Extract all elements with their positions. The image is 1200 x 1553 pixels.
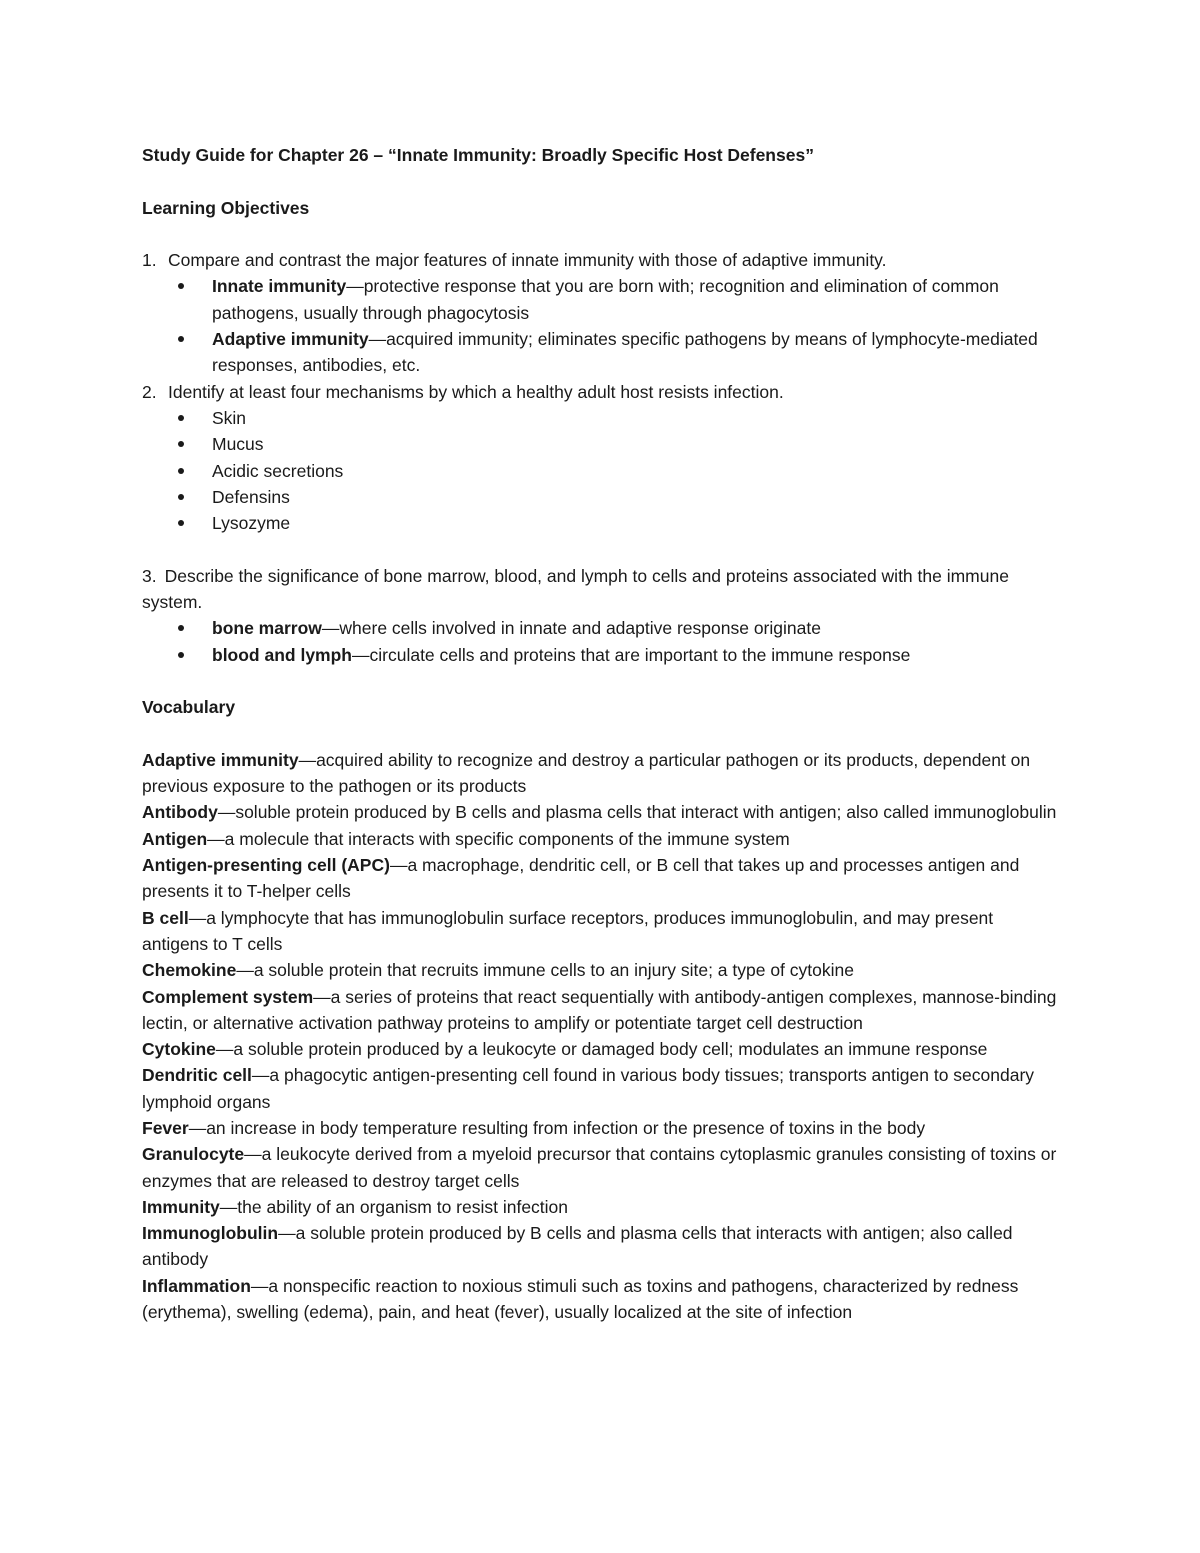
vocab-definition: —a phagocytic antigen-presenting cell found in various body tissues; transports antigen to secondary lymphoid organs	[142, 1065, 1035, 1112]
vocab-term: Immunity	[142, 1196, 220, 1217]
vocab-entry-cytokine	[142, 1036, 1062, 1062]
vocab-entry-immunoglobulin	[142, 1220, 1062, 1273]
objective-number: 2.	[142, 381, 157, 402]
vocab-term: Cytokine	[142, 1039, 216, 1060]
bullet-definition: —acquired immunity; eliminates specific pathogens by means of lymphocyte-mediated responses, antibodies, etc.	[212, 329, 1038, 376]
vocab-term: Antibody	[142, 802, 218, 823]
vocab-definition: —a soluble protein produced by B cells and plasma cells that interacts with antigen; also called antibody	[142, 1223, 1013, 1270]
bullet-icon	[178, 625, 184, 631]
vocab-term: Granulocyte	[142, 1144, 245, 1165]
vocab-definition: —a soluble protein produced by a leukocyte or damaged body cell; modulates an immune response	[215, 1039, 988, 1060]
list-item	[142, 642, 1062, 668]
list-item	[142, 458, 1062, 484]
objective-2	[142, 379, 1062, 405]
list-item	[142, 326, 1062, 379]
vocab-definition: —the ability of an organism to resist infection	[219, 1196, 569, 1217]
vocab-term: Dendritic cell	[142, 1065, 252, 1086]
vocab-entry-inflammation	[142, 1273, 1062, 1326]
vocabulary-heading: Vocabulary	[142, 697, 236, 718]
vocab-entry-adaptive-immunity	[142, 747, 1062, 800]
bullet-definition: —circulate cells and proteins that are important to the immune response	[352, 644, 911, 665]
objective-3-bullets	[142, 615, 1062, 668]
objective-text: Compare and contrast the major features of innate immunity with those of adaptive immunity.	[168, 250, 887, 271]
bullet-icon	[178, 652, 184, 658]
vocab-entry-complement-system	[142, 984, 1062, 1037]
bullet-text: Mucus	[212, 434, 264, 455]
list-item	[142, 510, 1062, 536]
vocab-term: Complement system	[142, 986, 314, 1007]
bullet-text: Defensins	[212, 486, 290, 507]
bullet-icon	[178, 494, 184, 500]
objective-text: Identify at least four mechanisms by which a healthy adult host resists infection.	[168, 381, 784, 402]
vocab-entry-granulocyte	[142, 1141, 1062, 1194]
vocab-definition: —an increase in body temperature resulting from infection or the presence of toxins in the body	[188, 1117, 926, 1138]
vocab-entry-fever	[142, 1115, 1062, 1141]
vocab-definition: —a nonspecific reaction to noxious stimuli such as toxins and pathogens, characterized by redness (erythema), swelling (edema), pain, and heat (fever), usually localized at the site of infection	[142, 1275, 1019, 1323]
objective-2-bullets	[142, 405, 1062, 536]
vocab-entry-antigen	[142, 826, 1062, 852]
bullet-definition: —where cells involved in innate and adaptive response originate	[321, 618, 821, 639]
objective-3	[142, 563, 1062, 616]
bullet-term: blood and lymph	[212, 644, 352, 665]
list-item	[142, 405, 1062, 431]
objective-number: 1.	[142, 250, 157, 271]
vocab-entry-chemokine	[142, 957, 1062, 983]
vocab-definition: —a series of proteins that react sequentially with antibody-antigen complexes, mannose-binding lectin, or alternative activation pathway proteins to amplify or potentiate target cell destruction	[142, 986, 1057, 1033]
bullet-term: bone marrow	[212, 618, 322, 639]
objective-number: 3.	[142, 565, 157, 586]
bullet-text: Acidic secretions	[212, 460, 344, 481]
vocab-definition: —a molecule that interacts with specific components of the immune system	[207, 828, 790, 849]
objective-text: Describe the significance of bone marrow, blood, and lymph to cells and proteins associated with the immune system.	[142, 565, 1009, 613]
vocab-definition: —acquired ability to recognize and destroy a particular pathogen or its products, dependent on previous exposure to the pathogen or its products	[142, 749, 1031, 797]
vocab-term: Antigen	[142, 828, 208, 849]
vocab-definition: —a soluble protein that recruits immune cells to an injury site; a type of cytokine	[236, 960, 854, 981]
vocab-entry-immunity	[142, 1194, 1062, 1220]
vocab-definition: —soluble protein produced by B cells and plasma cells that interact with antigen; also called immunoglobulin	[217, 802, 1057, 823]
list-item	[142, 484, 1062, 510]
vocab-definition: —a leukocyte derived from a myeloid precursor that contains cytoplasmic granules consisting of toxins or enzymes that are released to destroy target cells	[142, 1144, 1057, 1191]
page-title: Study Guide for Chapter 26 – “Innate Immunity: Broadly Specific Host Defenses”	[142, 145, 814, 165]
vocab-entry-b-cell	[142, 905, 1062, 958]
bullet-icon	[178, 415, 184, 421]
list-item	[142, 615, 1062, 641]
bullet-term: Adaptive immunity	[212, 329, 369, 350]
bullet-text: Skin	[212, 407, 247, 428]
vocab-term: Antigen-presenting cell (APC)	[142, 855, 390, 876]
bullet-icon	[178, 468, 184, 474]
bullet-icon	[178, 283, 184, 289]
learning-objectives-heading: Learning Objectives	[142, 197, 310, 218]
bullet-term: Innate immunity	[212, 276, 347, 297]
bullet-icon	[178, 336, 184, 342]
document-page	[142, 142, 1062, 1325]
vocab-definition: —a lymphocyte that has immunoglobulin surface receptors, produces immunoglobulin, and may present antigens to T cells	[142, 907, 994, 954]
vocab-entry-dendritic-cell	[142, 1062, 1062, 1115]
bullet-icon	[178, 520, 184, 526]
vocabulary-list	[142, 747, 1062, 1326]
vocab-definition: —a macrophage, dendritic cell, or B cell that takes up and processes antigen and presents it to T-helper cells	[142, 855, 1020, 902]
objective-1	[142, 247, 1062, 273]
bullet-text: Lysozyme	[212, 513, 291, 534]
vocab-entry-apc	[142, 852, 1062, 905]
vocab-term: Fever	[142, 1117, 189, 1138]
vocab-entry-antibody	[142, 799, 1062, 825]
vocab-term: Inflammation	[142, 1275, 251, 1296]
bullet-definition: —protective response that you are born with; recognition and elimination of common pathogens, usually through phagocytosis	[212, 276, 999, 323]
vocab-term: B cell	[142, 907, 189, 928]
list-item	[142, 431, 1062, 457]
list-item	[142, 273, 1062, 326]
objective-1-bullets	[142, 273, 1062, 378]
bullet-icon	[178, 441, 184, 447]
vocab-term: Immunoglobulin	[142, 1223, 279, 1244]
vocab-term: Adaptive immunity	[142, 749, 299, 770]
vocab-term: Chemokine	[142, 960, 237, 981]
